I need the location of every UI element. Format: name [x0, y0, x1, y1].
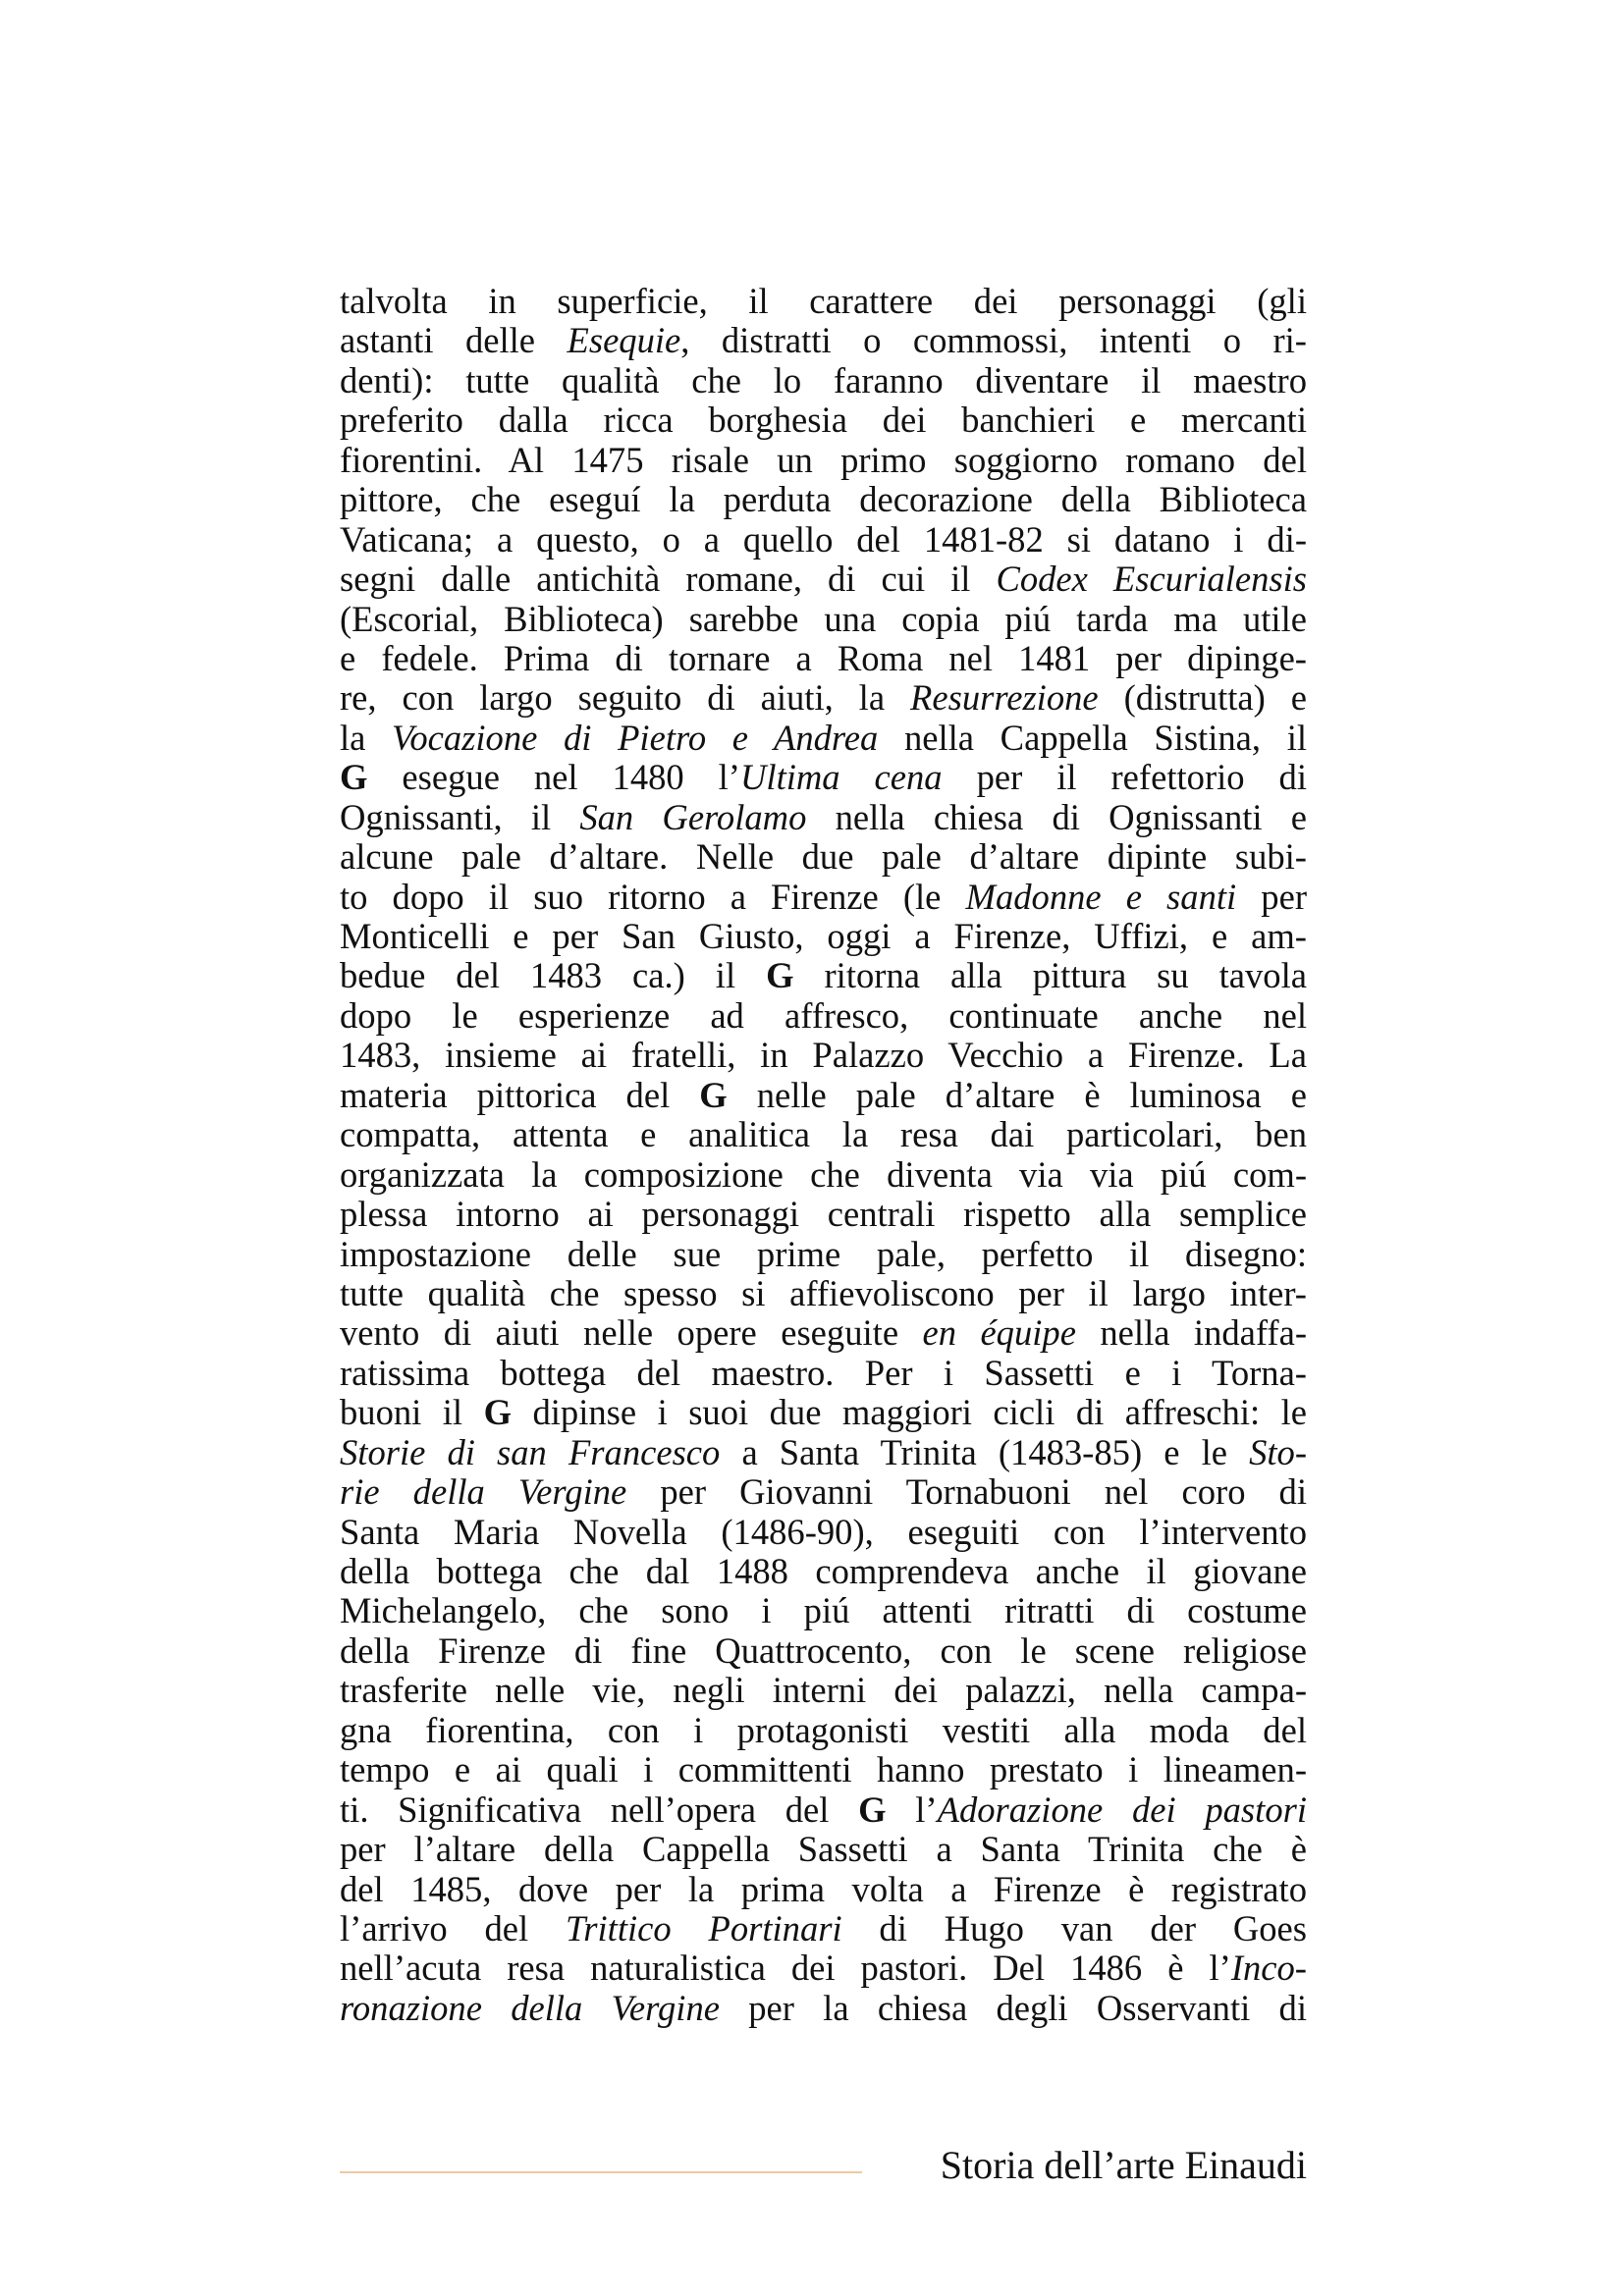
italic-text: Trittico Portinari [565, 1908, 842, 1949]
text-line [340, 1790, 1307, 1830]
footer-title: Storia dell’arte Einaudi [940, 2143, 1307, 2187]
text-run: l’ [886, 1789, 938, 1830]
bold-text: G [340, 758, 368, 798]
text-line [340, 1552, 1307, 1591]
text-line [340, 956, 1307, 995]
italic-text: ronazione della Vergine [340, 1988, 720, 2028]
text-run: tutte qualità che spesso si affievoliscono per il largo inter- [340, 1273, 1307, 1313]
text-line [340, 1235, 1307, 1274]
text-run: per Giovanni Tornabuoni nel coro di [626, 1472, 1307, 1513]
text-run: Michelangelo, che sono i piú attenti ritratti di costume [340, 1591, 1307, 1631]
text-run: Monticelli e per San Giusto, oggi a Firenze, Uffizi, e am- [340, 917, 1307, 956]
text-line [340, 1433, 1307, 1472]
bold-text: G [766, 956, 794, 996]
text-line [340, 1513, 1307, 1552]
text-line [340, 1393, 1307, 1432]
text-run: bedue del 1483 ca.) il [340, 956, 767, 996]
text-line [340, 282, 1307, 321]
text-run: nell’acuta resa naturalistica dei pastori. Del 1486 è l’ [340, 1949, 1231, 1989]
text-line [340, 1076, 1307, 1115]
italic-text: Codex Escurialensis [996, 560, 1307, 600]
text-run: 1483, insieme ai fratelli, in Palazzo Vecchio a Firenze. La [340, 1036, 1307, 1076]
text-line [340, 1830, 1307, 1869]
text-run: ritorna alla pittura su tavola [793, 956, 1307, 996]
italic-text: Esequie [567, 321, 681, 361]
text-run: , distratti o commossi, intenti o ri- [680, 321, 1307, 361]
text-line [340, 798, 1307, 837]
text-line [340, 1591, 1307, 1630]
text-line [340, 1750, 1307, 1789]
text-line [340, 1989, 1307, 2028]
text-line [340, 1671, 1307, 1710]
text-run: a Santa Trinita (1483-85) e le [720, 1432, 1250, 1472]
text-run: materia pittorica del [340, 1075, 700, 1115]
text-line [340, 400, 1307, 440]
text-run: astanti delle [340, 321, 568, 361]
text-run: to dopo il suo ritorno a Firenze (le [340, 877, 966, 917]
text-run: del 1485, dove per la prima volta a Firenze è registrato [340, 1869, 1307, 1909]
text-run: fiorentini. Al 1475 risale un primo soggiorno romano del [340, 440, 1307, 480]
text-run: Santa Maria Novella (1486-90), eseguiti con l’intervento [340, 1512, 1307, 1552]
italic-text: rie della Vergine [340, 1472, 627, 1513]
italic-text: Resurrezione [910, 678, 1099, 719]
text-line [340, 1949, 1307, 1988]
text-line [340, 560, 1307, 599]
text-run: re, con largo seguito di aiuti, la [340, 678, 910, 719]
italic-text: San Gerolamo [579, 797, 807, 837]
text-line [340, 480, 1307, 519]
text-run: tempo e ai quali i committenti hanno prestato i lineamen- [340, 1750, 1307, 1790]
text-line [340, 917, 1307, 956]
text-run: per [1236, 877, 1307, 917]
text-run: Ognissanti, il [340, 797, 580, 837]
text-line [340, 678, 1307, 718]
text-line [340, 1870, 1307, 1909]
text-run: per la chiesa degli Osservanti di [719, 1988, 1307, 2028]
text-run: di Hugo van der Goes [841, 1908, 1307, 1949]
body-text [340, 282, 1307, 2028]
text-run: la [340, 718, 393, 758]
text-line [340, 1036, 1307, 1075]
text-line [340, 441, 1307, 480]
bold-text: G [483, 1393, 513, 1433]
text-run: ratissima bottega del maestro. Per i Sassetti e i Torna- [340, 1353, 1307, 1393]
text-line [340, 1274, 1307, 1313]
text-run: preferito dalla ricca borghesia dei banchieri e mercanti [340, 400, 1307, 441]
italic-text: Madonne e santi [965, 877, 1237, 917]
text-line [340, 1115, 1307, 1154]
text-line [340, 321, 1307, 360]
text-run: Vaticana; a questo, o a quello del 1481-82 si datano i di- [340, 519, 1307, 560]
text-line [340, 1711, 1307, 1750]
text-line [340, 1354, 1307, 1393]
text-line [340, 1909, 1307, 1949]
text-run: ti. Significativa nell’opera del [340, 1789, 859, 1830]
text-run: della bottega che dal 1488 comprendeva anche il giovane [340, 1552, 1307, 1591]
italic-text: Sto- [1249, 1432, 1307, 1472]
text-run: per il refettorio di [942, 758, 1307, 798]
text-line [340, 639, 1307, 678]
text-run: dipinse i suoi due maggiori cicli di affreschi: le [512, 1393, 1307, 1433]
italic-text: Inco- [1230, 1949, 1307, 1989]
text-run: alcune pale d’altare. Nelle due pale d’altare dipinte subi- [340, 837, 1307, 878]
text-line [340, 837, 1307, 877]
text-run: nelle pale d’altare è luminosa e [727, 1075, 1307, 1115]
text-line [340, 361, 1307, 400]
text-run: dopo le esperienze ad affresco, continuate anche nel [340, 995, 1307, 1036]
italic-text: Ultima cena [739, 758, 943, 798]
text-line [340, 996, 1307, 1036]
text-run: plessa intorno ai personaggi centrali rispetto alla semplice [340, 1195, 1307, 1235]
text-run: compatta, attenta e analitica la resa dai particolari, ben [340, 1115, 1307, 1155]
text-line [340, 600, 1307, 639]
text-line [340, 1155, 1307, 1195]
text-line [340, 1313, 1307, 1353]
text-line [340, 1631, 1307, 1671]
text-run: l’arrivo del [340, 1908, 566, 1949]
italic-text: Vocazione di Pietro e Andrea [392, 718, 879, 758]
text-run: per l’altare della Cappella Sassetti a Santa Trinita che è [340, 1830, 1307, 1870]
text-run: trasferite nelle vie, negli interni dei palazzi, nella campa- [340, 1671, 1307, 1711]
text-line [340, 520, 1307, 560]
text-run: della Firenze di fine Quattrocento, con le scene religiose [340, 1630, 1307, 1671]
italic-text: Adorazione dei pastori [937, 1789, 1307, 1830]
footer-rule [340, 2171, 862, 2173]
text-line [340, 758, 1307, 797]
bold-text: G [699, 1075, 728, 1115]
text-run: nella indaffa- [1075, 1313, 1307, 1354]
text-run: (Escorial, Biblioteca) sarebbe una copia piú tarda ma utile [340, 599, 1307, 639]
text-run: esegue nel 1480 l’ [367, 758, 740, 798]
text-run: organizzata la composizione che diventa via via piú com- [340, 1154, 1307, 1195]
text-run: denti): tutte qualità che lo faranno diventare il maestro [340, 360, 1307, 400]
text-line [340, 719, 1307, 758]
italic-text: en équipe [922, 1313, 1076, 1354]
text-run: pittore, che eseguí la perduta decorazione della Biblioteca [340, 480, 1307, 520]
text-run: nella chiesa di Ognissanti e [806, 797, 1307, 837]
italic-text: Storie di san Francesco [340, 1432, 721, 1472]
text-run: (distrutta) e [1098, 678, 1307, 719]
text-run: buoni il [340, 1393, 484, 1433]
text-line [340, 1195, 1307, 1234]
text-line [340, 1472, 1307, 1512]
text-run: segni dalle antichità romane, di cui il [340, 560, 997, 600]
text-line [340, 878, 1307, 917]
text-run: talvolta in superficie, il carattere dei personaggi (gli [340, 282, 1307, 321]
text-run: vento di aiuti nelle opere eseguite [340, 1313, 923, 1354]
text-run: gna fiorentina, con i protagonisti vestiti alla moda del [340, 1710, 1307, 1750]
text-run: nella Cappella Sistina, il [878, 718, 1307, 758]
text-run: impostazione delle sue prime pale, perfetto il disegno: [340, 1234, 1307, 1274]
text-run: e fedele. Prima di tornare a Roma nel 1481 per dipinge- [340, 638, 1307, 678]
bold-text: G [858, 1789, 887, 1830]
